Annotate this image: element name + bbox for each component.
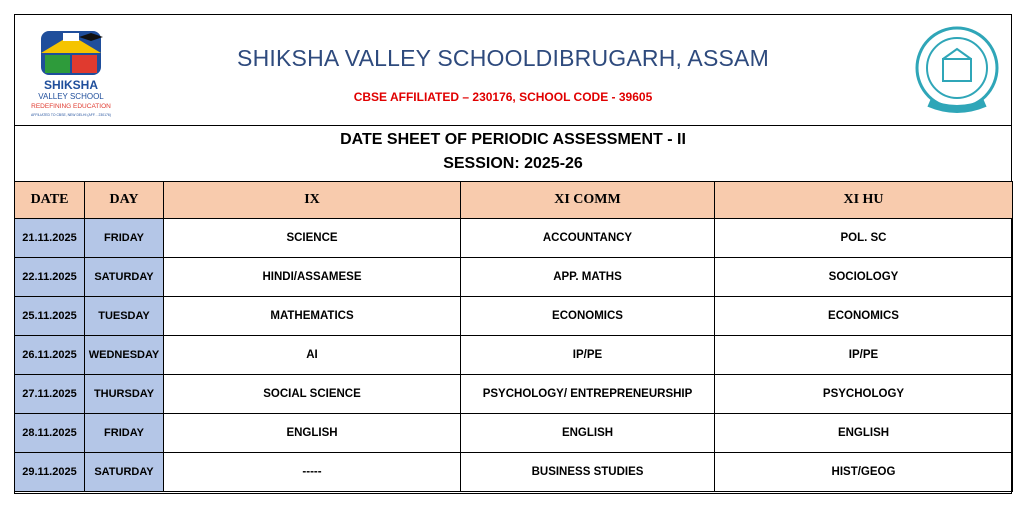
xi-hu-subject-cell: SOCIOLOGY — [715, 258, 1013, 297]
svg-text:REDEFINING EDUCATION: REDEFINING EDUCATION — [31, 103, 111, 110]
header-xi-hu: XI HU — [715, 182, 1013, 219]
school-header — [15, 15, 1011, 126]
date-cell: 29.11.2025 — [15, 453, 85, 492]
xi-comm-subject-cell: APP. MATHS — [461, 258, 715, 297]
table-row — [15, 258, 1013, 297]
xi-hu-subject-cell: HIST/GEOG — [715, 453, 1013, 492]
table-row — [15, 453, 1013, 492]
svg-text:VALLEY SCHOOL: VALLEY SCHOOL — [38, 92, 104, 101]
day-cell: FRIDAY — [85, 414, 164, 453]
svg-text:AFFILIATED TO CBSE, NEW DELHI: AFFILIATED TO CBSE, NEW DELHI (AFF. - 230176) — [31, 113, 111, 117]
ix-subject-cell: SOCIAL SCIENCE — [164, 375, 461, 414]
xi-comm-subject-cell: IP/PE — [461, 336, 715, 375]
header-day: DAY — [85, 182, 164, 219]
ix-subject-cell: AI — [164, 336, 461, 375]
cbse-emblem — [909, 23, 1005, 119]
day-cell: THURSDAY — [85, 375, 164, 414]
ix-subject-cell: ----- — [164, 453, 461, 492]
sheet-heading — [15, 125, 1011, 182]
date-cell: 26.11.2025 — [15, 336, 85, 375]
day-cell: FRIDAY — [85, 219, 164, 258]
date-cell: 28.11.2025 — [15, 414, 85, 453]
day-cell: SATURDAY — [85, 453, 164, 492]
xi-comm-subject-cell: BUSINESS STUDIES — [461, 453, 715, 492]
day-cell: SATURDAY — [85, 258, 164, 297]
school-logo — [23, 23, 119, 119]
date-cell: 22.11.2025 — [15, 258, 85, 297]
xi-comm-subject-cell: ENGLISH — [461, 414, 715, 453]
affiliation-text: CBSE AFFILIATED – 230176, SCHOOL CODE - 39605 — [353, 90, 653, 104]
ix-subject-cell: ENGLISH — [164, 414, 461, 453]
table-row — [15, 336, 1013, 375]
date-cell: 25.11.2025 — [15, 297, 85, 336]
header-ix: IX — [164, 182, 461, 219]
xi-hu-subject-cell: PSYCHOLOGY — [715, 375, 1013, 414]
xi-hu-subject-cell: ECONOMICS — [715, 297, 1013, 336]
xi-comm-subject-cell: ECONOMICS — [461, 297, 715, 336]
table-row — [15, 297, 1013, 336]
session-label: SESSION: 2025-26 — [443, 155, 583, 172]
svg-text:SHIKSHA: SHIKSHA — [43, 78, 99, 92]
table-row — [15, 414, 1013, 453]
schedule-table — [14, 181, 1013, 492]
table-row — [15, 219, 1013, 258]
header-xi-comm: XI COMM — [461, 182, 715, 219]
xi-hu-subject-cell: ENGLISH — [715, 414, 1013, 453]
table-row — [15, 375, 1013, 414]
xi-hu-subject-cell: POL. SC — [715, 219, 1013, 258]
day-cell: TUESDAY — [85, 297, 164, 336]
xi-hu-subject-cell: IP/PE — [715, 336, 1013, 375]
ix-subject-cell: MATHEMATICS — [164, 297, 461, 336]
sheet-title: DATE SHEET OF PERIODIC ASSESSMENT - II — [340, 131, 686, 148]
date-cell: 21.11.2025 — [15, 219, 85, 258]
date-cell: 27.11.2025 — [15, 375, 85, 414]
date-sheet — [14, 14, 1012, 494]
table-header-row — [15, 182, 1013, 219]
xi-comm-subject-cell: ACCOUNTANCY — [461, 219, 715, 258]
school-title: SHIKSHA VALLEY SCHOOLDIBRUGARH, ASSAM — [237, 45, 769, 71]
ix-subject-cell: SCIENCE — [164, 219, 461, 258]
day-cell: WEDNESDAY — [85, 336, 164, 375]
xi-comm-subject-cell: PSYCHOLOGY/ ENTREPRENEURSHIP — [461, 375, 715, 414]
header-date: DATE — [15, 182, 85, 219]
ix-subject-cell: HINDI/ASSAMESE — [164, 258, 461, 297]
